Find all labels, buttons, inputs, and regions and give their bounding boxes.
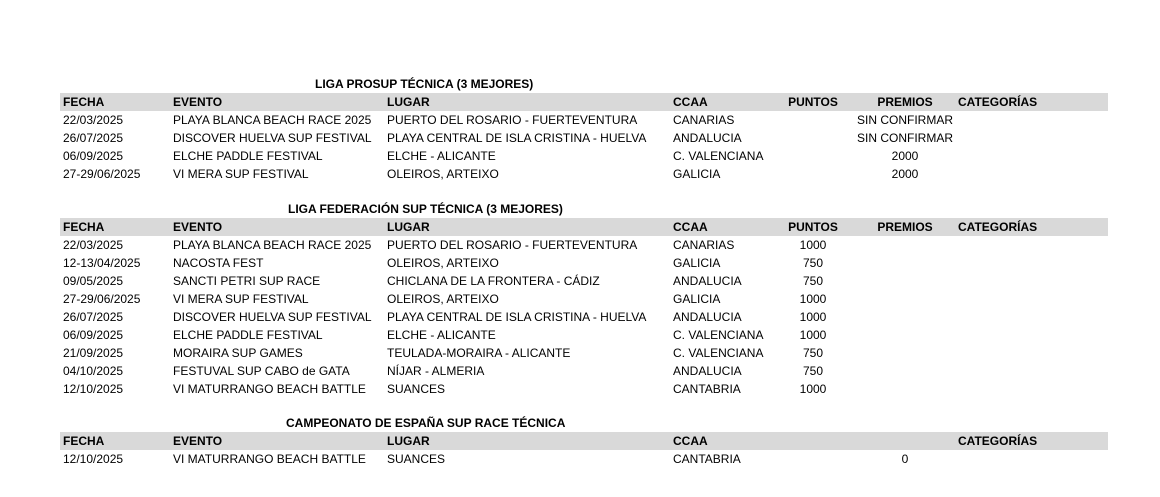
cell-evento: MORAIRA SUP GAMES [173, 346, 303, 360]
cell-fecha: 12/10/2025 [63, 382, 124, 396]
section-title: LIGA PROSUP TÉCNICA (3 MEJORES) [315, 77, 534, 91]
cell-ccaa: ANDALUCIA [673, 274, 742, 288]
header-premios: PREMIOS [877, 220, 933, 234]
header-fecha: FECHA [63, 220, 105, 234]
cell-fecha: 21/09/2025 [63, 346, 124, 360]
events-table [60, 93, 1108, 183]
table-row [60, 129, 1108, 147]
cell-lugar: OLEIROS, ARTEIXO [387, 292, 499, 306]
cell-puntos: 750 [802, 274, 824, 288]
cell-ccaa: CANARIAS [673, 238, 735, 252]
cell-ccaa: C. VALENCIANA [673, 346, 764, 360]
cell-puntos: 750 [802, 364, 824, 378]
cell-lugar: TEULADA-MORAIRA - ALICANTE [387, 346, 571, 360]
cell-evento: VI MATURRANGO BEACH BATTLE [173, 452, 366, 466]
header-ccaa: CCAA [673, 220, 708, 234]
cell-fecha: 26/07/2025 [63, 131, 124, 145]
section-title: CAMPEONATO DE ESPAÑA SUP RACE TÉCNICA [286, 416, 566, 430]
cell-fecha: 26/07/2025 [63, 310, 124, 324]
cell-fecha: 09/05/2025 [63, 274, 124, 288]
cell-fecha: 12/10/2025 [63, 452, 124, 466]
header-evento: EVENTO [173, 434, 223, 448]
header-ccaa: CCAA [673, 95, 708, 109]
cell-evento: SANCTI PETRI SUP RACE [173, 274, 321, 288]
header-categorias: CATEGORÍAS [958, 434, 1038, 448]
table-header-row [60, 218, 1108, 236]
cell-lugar: PLAYA CENTRAL DE ISLA CRISTINA - HUELVA [387, 131, 647, 145]
events-table [60, 218, 1108, 398]
cell-premios: 2000 [891, 167, 919, 181]
header-lugar: LUGAR [387, 434, 430, 448]
section-title: LIGA FEDERACIÓN SUP TÉCNICA (3 MEJORES) [288, 202, 563, 216]
cell-puntos: 750 [802, 256, 824, 270]
cell-lugar: SUANCES [387, 452, 446, 466]
cell-lugar: ELCHE - ALICANTE [387, 328, 496, 342]
table-header-row [60, 432, 1108, 450]
cell-ccaa: CANARIAS [673, 113, 735, 127]
cell-ccaa: ANDALUCIA [673, 131, 742, 145]
header-categorias: CATEGORÍAS [958, 220, 1038, 234]
header-lugar: LUGAR [387, 220, 430, 234]
cell-lugar: CHICLANA DE LA FRONTERA - CÁDIZ [387, 274, 600, 288]
table-row [60, 450, 1108, 468]
cell-lugar: SUANCES [387, 382, 446, 396]
cell-fecha: 27-29/06/2025 [63, 167, 141, 181]
cell-evento: PLAYA BLANCA BEACH RACE 2025 [173, 238, 372, 252]
cell-fecha: 22/03/2025 [63, 238, 124, 252]
cell-fecha: 12-13/04/2025 [63, 256, 141, 270]
table-row [60, 362, 1108, 380]
cell-ccaa: GALICIA [673, 256, 721, 270]
cell-puntos: 1000 [799, 238, 827, 252]
cell-lugar: PUERTO DEL ROSARIO - FUERTEVENTURA [387, 238, 638, 252]
table-row [60, 290, 1108, 308]
table-row [60, 111, 1108, 129]
header-evento: EVENTO [173, 220, 223, 234]
cell-puntos: 1000 [799, 292, 827, 306]
events-table [60, 432, 1108, 468]
table-row [60, 344, 1108, 362]
cell-evento: DISCOVER HUELVA SUP FESTIVAL [173, 131, 372, 145]
cell-evento: VI MATURRANGO BEACH BATTLE [173, 382, 366, 396]
cell-premios: SIN CONFIRMAR [857, 131, 953, 145]
header-puntos: PUNTOS [788, 95, 838, 109]
cell-evento: NACOSTA FEST [173, 256, 264, 270]
table-row [60, 254, 1108, 272]
table-row [60, 147, 1108, 165]
table-row [60, 326, 1108, 344]
cell-puntos: 1000 [799, 328, 827, 342]
header-ccaa: CCAA [673, 434, 708, 448]
cell-ccaa: ANDALUCIA [673, 310, 742, 324]
table-row [60, 236, 1108, 254]
cell-fecha: 22/03/2025 [63, 113, 124, 127]
cell-evento: VI MERA SUP FESTIVAL [173, 292, 309, 306]
cell-evento: ELCHE PADDLE FESTIVAL [173, 328, 323, 342]
header-fecha: FECHA [63, 95, 105, 109]
table-header-row [60, 93, 1108, 111]
cell-fecha: 27-29/06/2025 [63, 292, 141, 306]
cell-evento: DISCOVER HUELVA SUP FESTIVAL [173, 310, 372, 324]
cell-premios: 0 [901, 452, 909, 466]
cell-premios: SIN CONFIRMAR [857, 113, 953, 127]
cell-lugar: PLAYA CENTRAL DE ISLA CRISTINA - HUELVA [387, 310, 647, 324]
cell-ccaa: ANDALUCIA [673, 364, 742, 378]
header-puntos: PUNTOS [788, 220, 838, 234]
header-fecha: FECHA [63, 434, 105, 448]
cell-puntos: 750 [802, 346, 824, 360]
cell-fecha: 06/09/2025 [63, 149, 124, 163]
cell-puntos: 1000 [799, 310, 827, 324]
cell-lugar: PUERTO DEL ROSARIO - FUERTEVENTURA [387, 113, 638, 127]
cell-ccaa: CANTABRIA [673, 382, 741, 396]
cell-evento: PLAYA BLANCA BEACH RACE 2025 [173, 113, 372, 127]
cell-lugar: OLEIROS, ARTEIXO [387, 167, 499, 181]
cell-lugar: ELCHE - ALICANTE [387, 149, 496, 163]
cell-evento: FESTUVAL SUP CABO de GATA [173, 364, 350, 378]
cell-ccaa: GALICIA [673, 292, 721, 306]
table-row [60, 308, 1108, 326]
table-row [60, 272, 1108, 290]
cell-evento: ELCHE PADDLE FESTIVAL [173, 149, 323, 163]
cell-lugar: NÍJAR - ALMERIA [387, 364, 485, 378]
cell-lugar: OLEIROS, ARTEIXO [387, 256, 499, 270]
header-evento: EVENTO [173, 95, 223, 109]
header-premios: PREMIOS [877, 95, 933, 109]
header-lugar: LUGAR [387, 95, 430, 109]
table-row [60, 380, 1108, 398]
cell-fecha: 04/10/2025 [63, 364, 124, 378]
cell-fecha: 06/09/2025 [63, 328, 124, 342]
table-row [60, 165, 1108, 183]
cell-ccaa: GALICIA [673, 167, 721, 181]
cell-ccaa: CANTABRIA [673, 452, 741, 466]
cell-evento: VI MERA SUP FESTIVAL [173, 167, 309, 181]
cell-ccaa: C. VALENCIANA [673, 149, 764, 163]
header-categorias: CATEGORÍAS [958, 95, 1038, 109]
cell-ccaa: C. VALENCIANA [673, 328, 764, 342]
cell-premios: 2000 [891, 149, 919, 163]
cell-puntos: 1000 [799, 382, 827, 396]
